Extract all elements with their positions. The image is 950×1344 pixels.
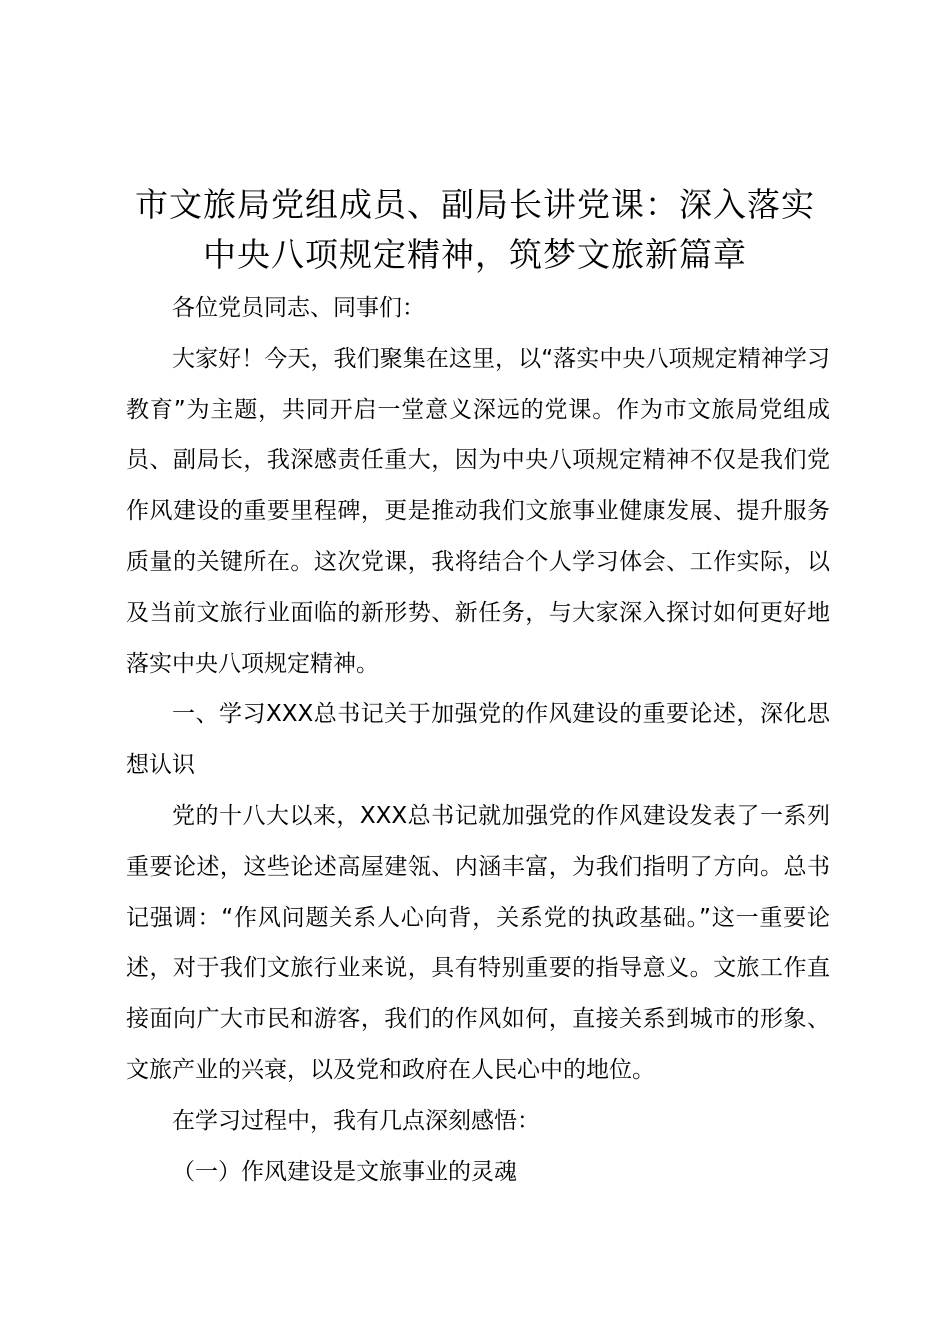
body-paragraph: 党的十八大以来，XXX总书记就加强党的作风建设发表了一系列重要论述，这些论述高屋建瓴、内涵丰富，为我们指明了方向。总书记强调：“作风问题关系人心向背，关系党的执政基础。”这一重要论述，对于我们文旅行业来说，具有特别重要的指导意义。文旅工作直接面向广大市民和游客，我们的作风如何，直接关系到城市的形象、文旅产业的兴衰，以及党和政府在人民心中的地位。 <box>126 802 830 1083</box>
opening-paragraph: 大家好！今天，我们聚集在这里，以“落实中央八项规定精神学习教育”为主题，共同开启一堂意义深远的党课。作为市文旅局党组成员、副局长，我深感责任重大，因为中央八项规定精神不仅是我们党作风建设的重要里程碑，更是推动我们文旅事业健康发展、提升服务质量的关键所在。这次党课，我将结合个人学习体会、工作实际，以及当前文旅行业面临的新形势、新任务，与大家深入探讨如何更好地落实中央八项规定精神。 <box>126 345 830 677</box>
document-title <box>100 180 850 280</box>
document-body <box>126 283 830 1197</box>
salutation: 各位党员同志、同事们： <box>172 295 425 321</box>
body-paragraph: 在学习过程中，我有几点深刻感悟： <box>172 1107 540 1134</box>
section-heading-1: 一、学习XXX总书记关于加强党的作风建设的重要论述，深化思想认识 <box>126 701 830 779</box>
title-line-2: 中央八项规定精神，筑梦文旅新篇章 <box>203 235 747 274</box>
title-line-1: 市文旅局党组成员、副局长讲党课：深入落实 <box>135 185 815 224</box>
subsection-heading-1: （一）作风建设是文旅事业的灵魂 <box>172 1158 517 1185</box>
